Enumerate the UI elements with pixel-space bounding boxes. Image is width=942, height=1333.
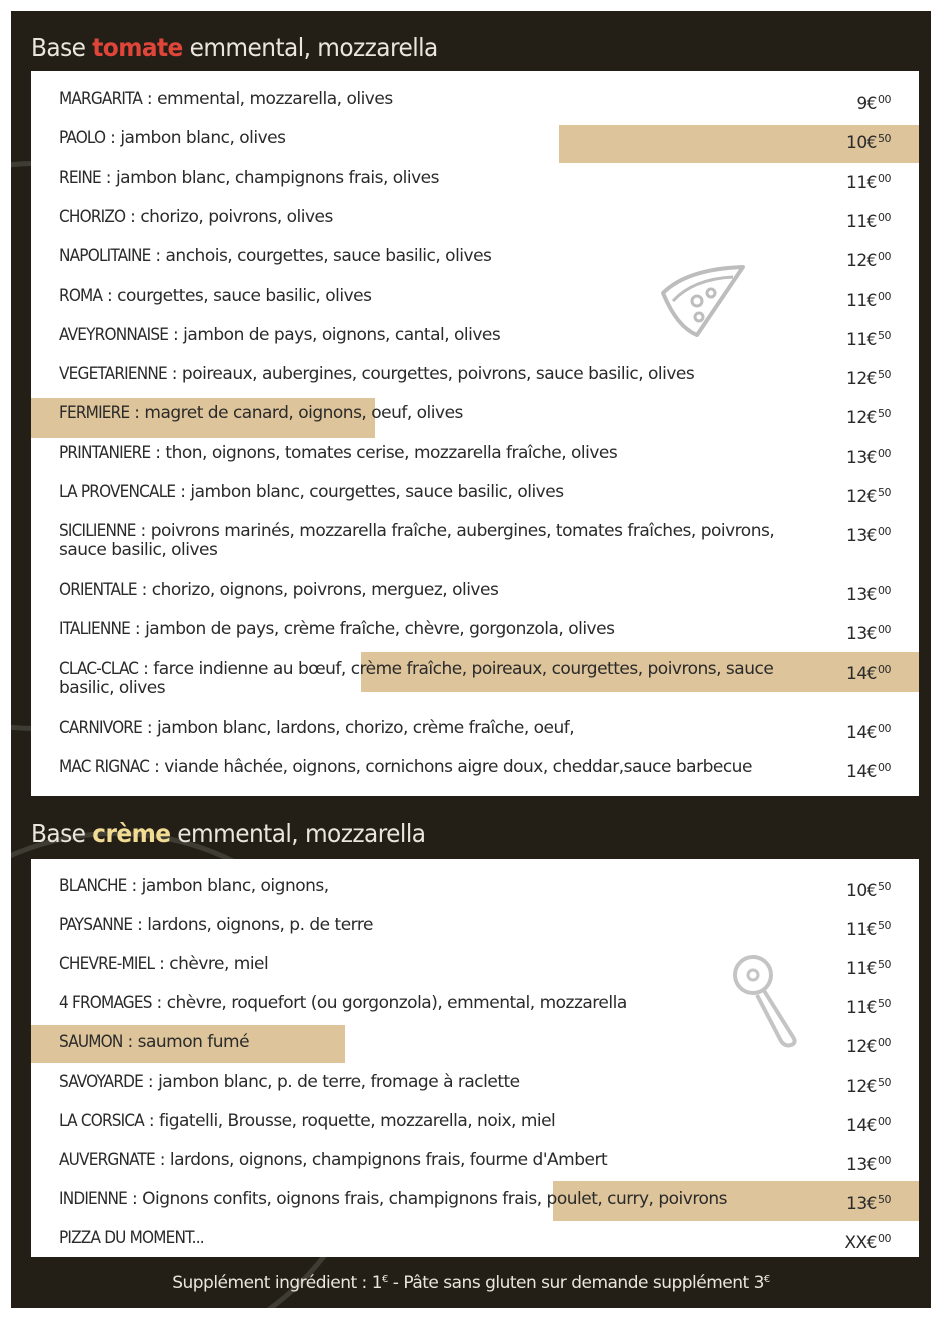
menu-item-description: saumon fumé [137, 1032, 250, 1052]
menu-item-description: jambon blanc, champignons frais, olives [115, 168, 440, 188]
menu-item-text [59, 877, 819, 896]
menu-item-text [59, 208, 819, 227]
menu-item-description: courgettes, sauce basilic, olives [117, 286, 372, 306]
menu-item-description: jambon de pays, oignons, cantal, olives [183, 325, 501, 345]
menu-item-description: thon, oignons, tomates cerise, mozzarella fraîche, olives [165, 443, 618, 463]
menu-item-separator: : [143, 1072, 159, 1092]
menu-item-text [59, 129, 819, 148]
menu-item-text [59, 444, 819, 463]
menu-item-name: ORIENTALE [59, 580, 137, 600]
menu-item-text [59, 169, 819, 188]
menu-item-name: PAOLO [59, 128, 106, 148]
menu-item-price: 13€$^{00}$ [846, 584, 891, 605]
menu-item-text [59, 404, 819, 423]
menu-item-separator: : [142, 718, 158, 738]
menu-item-text [59, 955, 819, 974]
menu-item-description: jambon blanc, oignons, [141, 876, 329, 896]
menu-item-price: 13€$^{00}$ [846, 447, 891, 468]
menu-item-description: jambon blanc, olives [120, 128, 286, 148]
menu-item-description: figatelli, Brousse, roquette, mozzarella, noix, miel [158, 1111, 556, 1131]
menu-item-text [59, 758, 819, 777]
menu-item-separator: : [127, 1189, 143, 1209]
section-title-tomate: Base tomate emmental, mozzarella [31, 33, 438, 62]
menu-item-separator: : [129, 403, 145, 423]
menu-item-name: AUVERGNATE [59, 1150, 155, 1170]
menu-item-name: ITALIENNE [59, 619, 131, 639]
menu-item-name: VEGETARIENNE [59, 364, 167, 384]
menu-item-description: chorizo, oignons, poivrons, merguez, olives [151, 580, 499, 600]
menu-item-price: 13€$^{00}$ [846, 1154, 891, 1175]
menu-item-price: 14€$^{00}$ [846, 761, 891, 782]
menu-item-text [59, 660, 819, 698]
section-title-creme: Base crème emmental, mozzarella [31, 819, 426, 848]
menu-item-separator: : [138, 659, 154, 679]
menu-item-text [59, 620, 819, 639]
menu-item-price: 12€$^{00}$ [846, 1036, 891, 1057]
title-highlight-tomate: tomate [92, 33, 183, 62]
menu-item-name: REINE [59, 168, 101, 188]
menu-item-separator: : [175, 482, 191, 502]
menu-item-description: poivrons marinés, mozzarella fraîche, aubergines, tomates fraîches, poivrons, sauce basilic, olives [59, 521, 775, 560]
menu-item-price: 14€$^{00}$ [846, 722, 891, 743]
menu-item-name: PIZZA DU MOMENT... [59, 1228, 204, 1248]
menu-item-name: ROMA [59, 286, 103, 306]
menu-panel-creme [31, 859, 919, 1257]
menu-item-price: XX€$^{00}$ [844, 1232, 891, 1253]
menu-item-price: 12€$^{00}$ [846, 250, 891, 271]
menu-item-text [59, 719, 819, 738]
menu-item-name: SICILIENNE [59, 521, 136, 541]
menu-item-name: LA CORSICA [59, 1111, 144, 1131]
menu-item-description: chorizo, poivrons, olives [140, 207, 333, 227]
menu-item-separator: : [151, 993, 167, 1013]
menu-item-text [59, 522, 819, 560]
menu-item-separator: : [102, 286, 118, 306]
menu-item-description: lardons, oignons, p. de terre [147, 915, 373, 935]
menu-item-name: CLAC-CLAC [59, 659, 139, 679]
menu-item-price: 14€$^{00}$ [846, 1115, 891, 1136]
menu-item-description: farce indienne au bœuf, crème fraîche, poireaux, courgettes, poivrons, sauce basilic, olives [59, 659, 774, 698]
menu-item-text [59, 365, 819, 384]
menu-item-description: anchois, courgettes, sauce basilic, olives [165, 246, 492, 266]
menu-item-description: jambon blanc, courgettes, sauce basilic, olives [190, 482, 564, 502]
menu-item-text [59, 1112, 819, 1131]
menu-item-price: 12€$^{50}$ [846, 1076, 891, 1097]
menu-item-price: 11€$^{50}$ [846, 329, 891, 350]
menu-item-text [59, 1033, 819, 1052]
menu-panel-tomate [31, 71, 919, 796]
menu-item-name: 4 FROMAGES [59, 993, 152, 1013]
menu-item-description: magret de canard, oignons, oeuf, olives [144, 403, 463, 423]
menu-item-separator: : [149, 757, 165, 777]
menu-item-name: SAUMON [59, 1032, 123, 1052]
menu-item-description: poireaux, aubergines, courgettes, poivrons, sauce basilic, olives [181, 364, 695, 384]
menu-item-price: 11€$^{00}$ [846, 290, 891, 311]
menu-item-name: CARNIVORE [59, 718, 142, 738]
menu-item-description: emmental, mozzarella, olives [157, 89, 393, 109]
menu-item-separator: : [122, 1032, 138, 1052]
menu-item-text [59, 247, 819, 266]
menu-item-name: NAPOLITAINE [59, 246, 151, 266]
menu-item-price: 11€$^{00}$ [846, 211, 891, 232]
menu-item-name: INDIENNE [59, 1189, 128, 1209]
menu-item-name: FERMIERE [59, 403, 130, 423]
menu-item-price: 13€$^{00}$ [846, 525, 891, 546]
menu-item-text [59, 326, 819, 345]
menu-item-price: 11€$^{50}$ [846, 919, 891, 940]
menu-item-name: CHORIZO [59, 207, 126, 227]
menu-item-price: 12€$^{50}$ [846, 368, 891, 389]
menu-item-text [59, 1151, 819, 1170]
menu-item-price: 10€$^{50}$ [846, 132, 891, 153]
menu-item-separator: : [142, 89, 158, 109]
menu-item-text [59, 581, 819, 600]
menu-item-separator: : [132, 915, 148, 935]
menu-item-separator: : [105, 128, 121, 148]
menu-item-description: jambon blanc, lardons, chorizo, crème fraîche, oeuf, [157, 718, 575, 738]
menu-item-name: BLANCHE [59, 876, 127, 896]
menu-item-description: jambon de pays, crème fraîche, chèvre, gorgonzola, olives [145, 619, 615, 639]
menu-item-price: 13€$^{00}$ [846, 623, 891, 644]
menu-item-name: AVEYRONNAISE [59, 325, 169, 345]
footer-note: Supplément ingrédient : 1€ - Pâte sans gluten sur demande supplément 3€ [172, 1273, 770, 1293]
menu-item-text [59, 90, 819, 109]
menu-item-text [59, 1229, 819, 1248]
menu-item-price: 11€$^{00}$ [846, 172, 891, 193]
menu-item-separator: : [125, 207, 141, 227]
menu-item-name: LA PROVENCALE [59, 482, 176, 502]
menu-item-price: 11€$^{50}$ [846, 997, 891, 1018]
menu-item-price: 14€$^{00}$ [846, 663, 891, 684]
menu-item-text [59, 287, 819, 306]
menu-item-description: lardons, oignons, champignons frais, fourme d'Ambert [169, 1150, 608, 1170]
menu-item-description: jambon blanc, p. de terre, fromage à raclette [158, 1072, 520, 1092]
menu-item-separator: : [143, 1111, 159, 1131]
menu-item-separator: : [136, 580, 152, 600]
menu-item-separator: : [166, 364, 182, 384]
menu-item-name: MARGARITA [59, 89, 143, 109]
title-highlight-creme: crème [92, 819, 171, 848]
menu-item-text [59, 994, 819, 1013]
menu-item-name: SAVOYARDE [59, 1072, 144, 1092]
menu-item-name: PAYSANNE [59, 915, 133, 935]
menu-item-separator: : [168, 325, 184, 345]
menu-item-text [59, 1190, 819, 1209]
menu-item-name: MAC RIGNAC [59, 757, 150, 777]
menu-item-text [59, 1073, 819, 1092]
menu-item-separator: : [130, 619, 146, 639]
menu-page [11, 11, 931, 1308]
menu-item-separator: : [150, 443, 166, 463]
menu-item-separator: : [150, 246, 166, 266]
menu-item-separator: : [154, 1150, 170, 1170]
menu-item-text [59, 483, 819, 502]
menu-item-description: chèvre, miel [169, 954, 269, 974]
menu-item-separator: : [135, 521, 151, 541]
menu-item-price: 13€$^{50}$ [846, 1193, 891, 1214]
menu-item-price: 11€$^{50}$ [846, 958, 891, 979]
menu-item-separator: : [100, 168, 116, 188]
menu-item-price: 12€$^{50}$ [846, 486, 891, 507]
menu-item-description: chèvre, roquefort (ou gorgonzola), emmental, mozzarella [166, 993, 627, 1013]
menu-item-price: 12€$^{50}$ [846, 407, 891, 428]
menu-item-separator: : [126, 876, 142, 896]
menu-item-description: Oignons confits, oignons frais, champignons frais, poulet, curry, poivrons [142, 1189, 727, 1209]
menu-item-price: 9€$^{00}$ [856, 93, 891, 114]
menu-item-text [59, 916, 819, 935]
menu-item-description: viande hâchée, oignons, cornichons aigre doux, cheddar,sauce barbecue [164, 757, 752, 777]
menu-item-name: CHEVRE-MIEL [59, 954, 155, 974]
menu-item-price: 10€$^{50}$ [846, 880, 891, 901]
menu-item-separator: : [154, 954, 170, 974]
menu-item-name: PRINTANIERE [59, 443, 151, 463]
